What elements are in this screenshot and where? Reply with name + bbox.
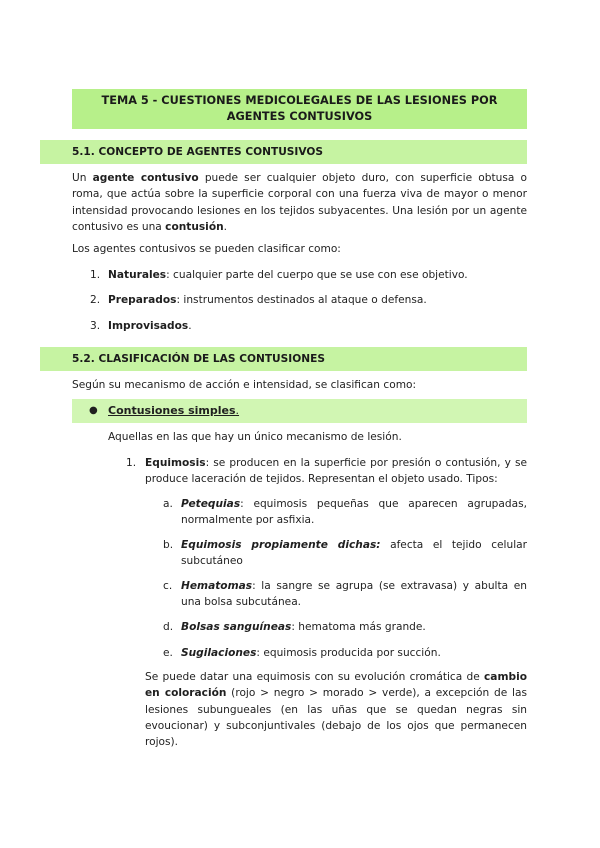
dating-paragraph xyxy=(145,669,527,750)
list-item-term: Preparados xyxy=(108,294,177,306)
list-item-text xyxy=(181,578,527,611)
list-item-text xyxy=(181,619,426,635)
list-letter: b. xyxy=(163,539,174,551)
title-line-2: AGENTES CONTUSIVOS xyxy=(226,110,373,123)
list-item-text xyxy=(181,496,527,529)
dating-text-1: Se puede datar una equimosis con su evolución cromática de xyxy=(145,671,485,683)
bullet-description: Aquellas en las que hay un único mecanismo de lesión. xyxy=(108,431,402,443)
list-item-term: Naturales xyxy=(108,269,167,281)
bullet-contusiones-simples xyxy=(72,399,527,423)
title-line-1: TEMA 5 - CUESTIONES MEDICOLEGALES DE LAS LESIONES POR xyxy=(101,94,498,107)
list-item-term: Sugilaciones xyxy=(181,647,257,659)
list-letter: d. xyxy=(163,621,174,633)
term-contusion: contusión xyxy=(165,220,224,233)
term-equimosis: Equimosis xyxy=(145,457,206,469)
equimosis-text: : se producen en la superficie por presión o contusión, y se produce laceración de tejidos. Representan el objeto usado. Tipos: xyxy=(145,457,527,486)
equimosis-number: 1. xyxy=(126,457,137,469)
list-number: 3. xyxy=(90,320,101,332)
concept-text-2: puede ser cualquier objeto duro, con superficie obtusa o roma, que actúa sobre la superficie corporal con una fuerza viva de mayor o menor intensidad provocando lesiones en los tejidos subyacentes. Una lesión por un agente contusivo es una xyxy=(72,172,527,233)
list-item-term: Bolsas sanguíneas xyxy=(181,621,292,633)
list-item-text xyxy=(108,318,192,334)
list-item-term: Improvisados xyxy=(108,320,189,332)
section-heading-5-2: 5.2. CLASIFICACIÓN DE LAS CONTUSIONES xyxy=(40,347,527,371)
list-number: 1. xyxy=(90,269,101,281)
term-cambio-coloracion: cambio en coloración xyxy=(145,671,527,700)
bullet-label xyxy=(108,399,239,423)
list-item-desc: : la sangre se agrupa (se extravasa) y abulta en una bolsa subcutánea. xyxy=(181,580,527,609)
section-heading-5-1: 5.1. CONCEPTO DE AGENTES CONTUSIVOS xyxy=(40,140,527,164)
concept-text-1: Un xyxy=(72,172,93,184)
list-item-desc: . xyxy=(188,320,192,332)
list-item-desc: : instrumentos destinados al ataque o defensa. xyxy=(176,294,427,306)
term-agente-contusivo: agente contusivo xyxy=(92,172,199,184)
list-item-term: Equimosis propiamente dichas: xyxy=(181,539,381,551)
list-item-desc: : equimosis pequeñas que aparecen agrupadas, normalmente por asfixia. xyxy=(181,498,527,527)
bullet-dot-icon: ● xyxy=(89,405,98,416)
list-number: 2. xyxy=(90,294,101,306)
dating-text-2: (rojo > negro > morado > verde), a excepción de las lesiones subungueales (en las uñas que se quedan negras sin evoucionar) y subconjuntivales (debajo de los ojos que permanecen rojos). xyxy=(145,687,527,749)
list-item-desc: : hematoma más grande. xyxy=(291,621,426,633)
list-item-text xyxy=(108,292,427,308)
bullet-label-after: . xyxy=(235,404,240,417)
list-item-desc: afecta el tejido celular subcutáneo xyxy=(181,539,527,568)
list-item-text xyxy=(181,645,441,661)
concept-paragraph xyxy=(72,170,527,235)
list-item-term: Petequias xyxy=(181,498,241,510)
classification-intro: Según su mecanismo de acción e intensidad, se clasifican como: xyxy=(72,379,417,391)
list-item-text xyxy=(181,537,527,570)
list-letter: c. xyxy=(163,580,173,592)
equimosis-paragraph xyxy=(145,455,527,488)
list-item-text xyxy=(108,267,468,283)
classify-text: Los agentes contusivos se pueden clasificar como: xyxy=(72,243,341,255)
bullet-label-text: Contusiones simples xyxy=(108,404,236,417)
list-letter: e. xyxy=(163,647,173,659)
list-letter: a. xyxy=(163,498,173,510)
concept-text-3: . xyxy=(223,220,228,233)
list-item-term: Hematomas xyxy=(181,580,253,592)
document-title xyxy=(72,89,527,129)
list-item-desc: : equimosis producida por succión. xyxy=(256,647,441,659)
list-item-desc: : cualquier parte del cuerpo que se use con ese objetivo. xyxy=(166,269,468,281)
